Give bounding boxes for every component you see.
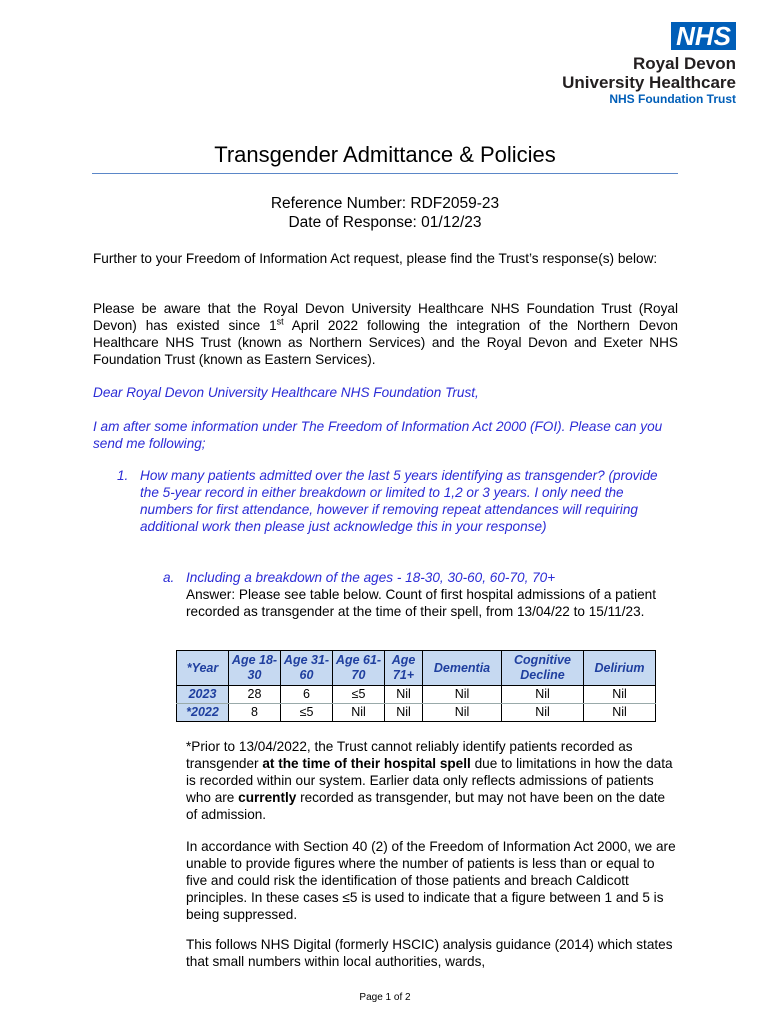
table-cell: Nil bbox=[385, 686, 423, 704]
table-cell: *2022 bbox=[177, 704, 229, 722]
nhs-logo bbox=[562, 22, 736, 107]
guidance-paragraph: This follows NHS Digital (formerly HSCIC) analysis guidance (2014) which states that small numbers within local authorities, wards, bbox=[186, 937, 673, 969]
response-date: Date of Response: 01/12/23 bbox=[288, 214, 482, 231]
awareness-text-1: Please be aware that the Royal Devon University Healthcare NHS Foundation Trust (Royal Devon) has existed since 1 bbox=[93, 301, 678, 333]
table-header: Age 31-60 bbox=[281, 651, 333, 686]
table-row bbox=[177, 686, 656, 704]
title-divider bbox=[92, 173, 678, 174]
logo-line-royal-devon: Royal Devon bbox=[633, 54, 736, 73]
table-cell: Nil bbox=[502, 704, 584, 722]
table-row bbox=[177, 704, 656, 722]
table-cell: 6 bbox=[281, 686, 333, 704]
table-header: Cognitive Decline bbox=[502, 651, 584, 686]
awareness-superscript: st bbox=[276, 316, 284, 327]
section-40-paragraph: In accordance with Section 40 (2) of the Freedom of Information Act 2000, we are unable to provide figures where the number of patients is less than or equal to five and could risk the identification of those patients and breach Caldicott principles. In these cases ≤5 is used to indicate that a figure between 1 and 5 is being suppressed. bbox=[186, 839, 676, 922]
nhs-logo-box: NHS bbox=[671, 22, 736, 50]
logo-line-foundation-trust: NHS Foundation Trust bbox=[609, 92, 736, 106]
request-body: I am after some information under The Freedom of Information Act 2000 (FOI). Please can you send me following; bbox=[93, 419, 663, 451]
reference-number: Reference Number: RDF2059-23 bbox=[270, 195, 500, 212]
table-cell: Nil bbox=[584, 686, 656, 704]
awareness-paragraph bbox=[93, 300, 678, 368]
answer-paragraph: Answer: Please see table below. Count of first hospital admissions of a patient recorded as transgender at the time of their spell, from 13/04/22 to 15/11/23. bbox=[186, 587, 656, 619]
sub-question-a-text: Including a breakdown of the ages - 18-30, 30-60, 60-70, 70+ bbox=[186, 570, 556, 585]
admissions-table bbox=[176, 650, 656, 722]
table-header: Age 61-70 bbox=[333, 651, 385, 686]
table-cell: Nil bbox=[333, 704, 385, 722]
intro-paragraph: Further to your Freedom of Information Act request, please find the Trust’s response(s) below: bbox=[93, 251, 658, 266]
sub-question-a-label: a. bbox=[163, 570, 175, 585]
table-header: *Year bbox=[177, 651, 229, 686]
note-bold-2: currently bbox=[238, 790, 297, 805]
question-1-text: How many patients admitted over the last 5 years identifying as transgender? (provide the 5-year record in either breakdown or limited to 1,2 or 3 years. I only need the numbers for first attendance, however if removing repeat attendances will requiring additional work then please just acknowledge this in your response) bbox=[140, 468, 658, 534]
logo-line-university-healthcare: University Healthcare bbox=[562, 73, 736, 92]
request-salutation: Dear Royal Devon University Healthcare NHS Foundation Trust, bbox=[93, 385, 479, 400]
table-header: Age 71+ bbox=[385, 651, 423, 686]
note-text-1: *Prior to 13/04/2022, the Trust cannot reliably identify patients recorded as transgender bbox=[186, 739, 633, 771]
question-1 bbox=[117, 467, 677, 535]
awareness-text-2: April 2022 following the integration of the Northern Devon Healthcare NHS Trust (known as Northern Services) and the Royal Devon and Exeter NHS Foundation Trust (known as Eastern Services). bbox=[93, 318, 678, 367]
note-text-2: due to limitations in how the data is recorded within our system. Earlier data only reflects admissions of patients who are bbox=[186, 756, 673, 805]
data-note-paragraph bbox=[186, 738, 676, 823]
table-header: Age 18-30 bbox=[229, 651, 281, 686]
table-cell: ≤5 bbox=[333, 686, 385, 704]
table-header: Dementia bbox=[423, 651, 502, 686]
table-cell: 2023 bbox=[177, 686, 229, 704]
sub-question-a bbox=[163, 569, 683, 586]
table-cell: Nil bbox=[423, 704, 502, 722]
table-cell: Nil bbox=[423, 686, 502, 704]
table-cell: 8 bbox=[229, 704, 281, 722]
document-title: Transgender Admittance & Policies bbox=[214, 142, 556, 167]
question-1-number: 1. bbox=[117, 468, 129, 483]
table-cell: ≤5 bbox=[281, 704, 333, 722]
note-text-3: recorded as transgender, but may not have been on the date of admission. bbox=[186, 790, 666, 822]
note-bold-1: at the time of their hospital spell bbox=[262, 756, 471, 771]
table-cell: Nil bbox=[502, 686, 584, 704]
table-cell: Nil bbox=[385, 704, 423, 722]
table-cell: Nil bbox=[584, 704, 656, 722]
page-number: Page 1 of 2 bbox=[359, 992, 411, 1003]
reference-block bbox=[0, 194, 770, 232]
table-cell: 28 bbox=[229, 686, 281, 704]
table-header: Delirium bbox=[584, 651, 656, 686]
table-header-row bbox=[177, 651, 656, 686]
